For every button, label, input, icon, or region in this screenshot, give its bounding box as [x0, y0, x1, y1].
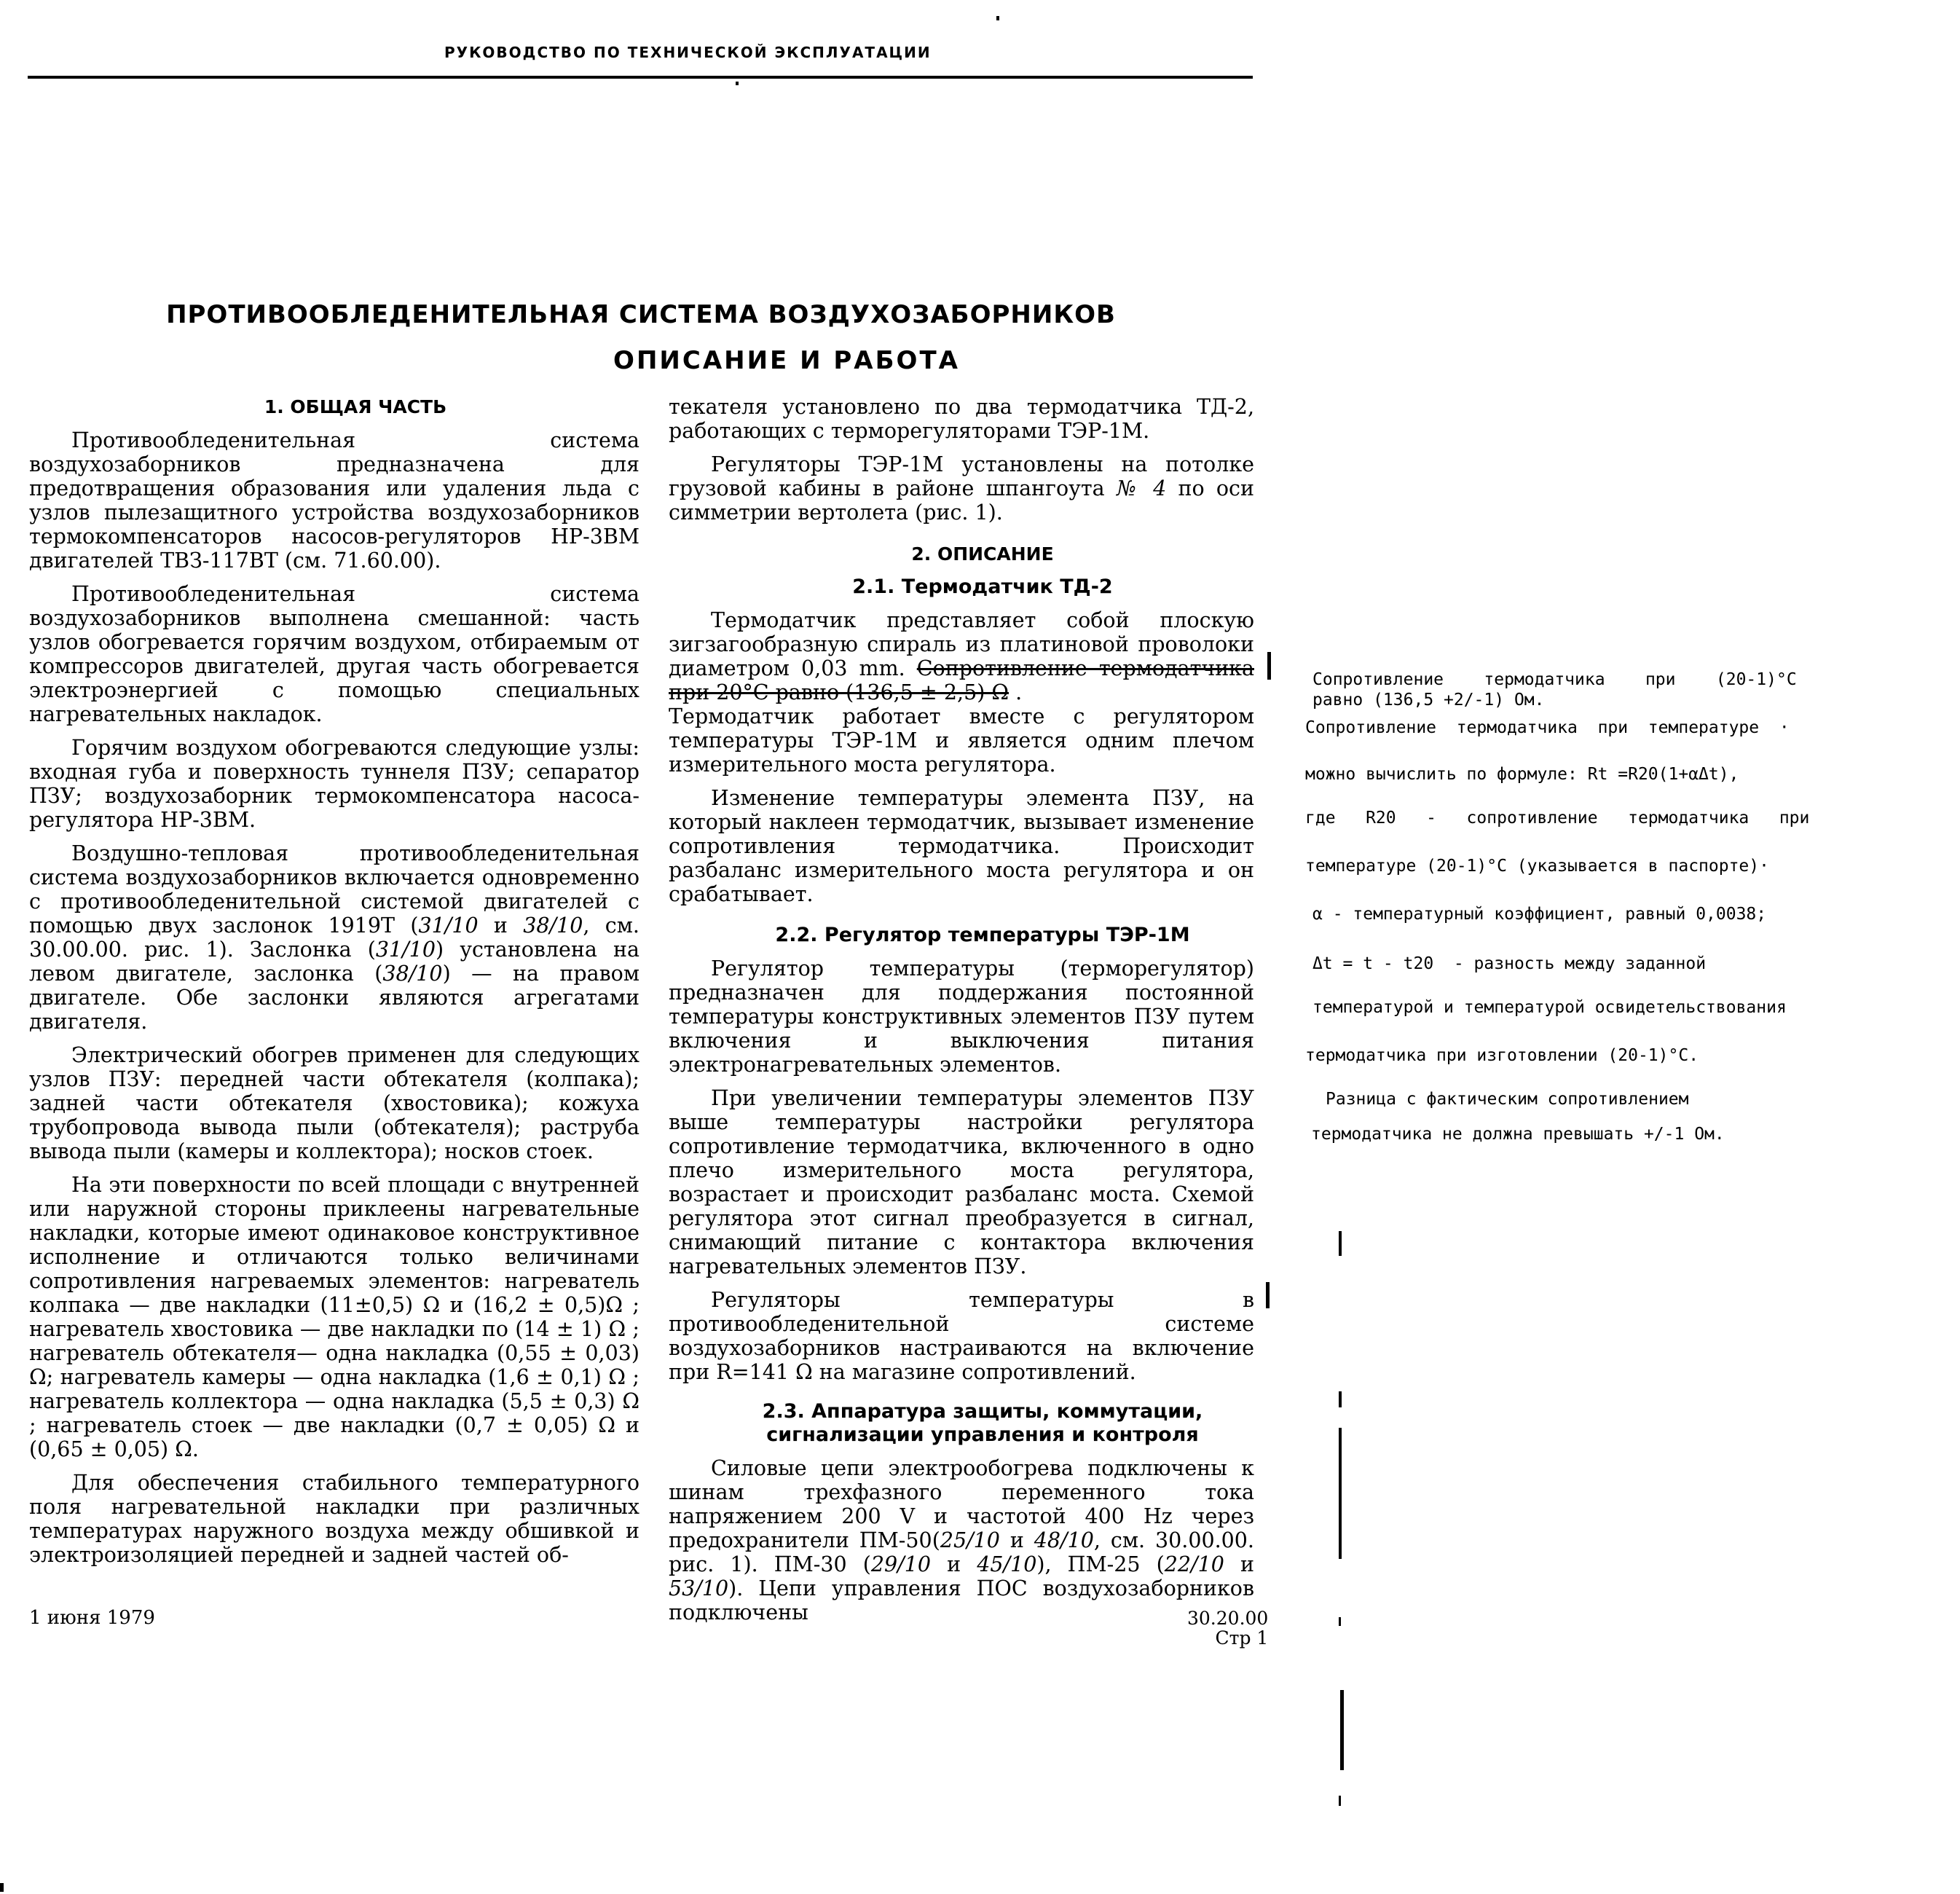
typed-line: термодатчика не должна превышать +/-1 Ом.: [1311, 1125, 1725, 1144]
scan-speck: [736, 82, 739, 85]
revision-date: 1 июня 1979: [29, 1607, 155, 1629]
typed-line: Δt = t - t20 - разность между заданной: [1312, 954, 1707, 973]
typed-line: температуре (20-1)°С (указывается в паспорте)·: [1305, 857, 1769, 876]
typed-line: Сопротивление термодатчика при температуре ·: [1305, 718, 1790, 737]
paragraph-composition: Противообледенительная система воздухозаборников выполнена смешанной: часть узлов обогревается горячим воздухом, отбираемым от компрессоров двигателей, другая часть обогревается электроэнергией с помощью специальных нагревательных накладок.: [29, 582, 639, 726]
struck-resistance-text: Сопротивление термодатчика при 20°С равно (136,5 ± 2,5) Ω: [669, 656, 1254, 704]
paragraph-purpose: Противообледенительная система воздухозаборников предназначена для предотвращения образования или удаления льда с узлов пылезащитного устройства воздухозаборников термокомпенсаторов насосов-регуляторов НР-3ВМ двигателей ТВЗ-117ВТ (см. 71.60.00).: [29, 428, 639, 573]
paragraph-hot-air: Горячим воздухом обогреваются следующие узлы: входная губа и поверхность туннеля ПЗУ; сепаратор ПЗУ; воздухозаборник термокомпенсатора насоса-регулятора НР-3ВМ.: [29, 736, 639, 832]
typed-line: где R20 - сопротивление термодатчика при: [1305, 809, 1810, 828]
subsection-heading-protection-2: сигнализации управления и контроля: [766, 1423, 1199, 1446]
paragraph-td2-operation: Термодатчик работает вместе с регулятором температуры ТЭР-1М и является одним плечом измерительного моста регулятора.: [669, 704, 1254, 777]
paragraph-heater-pads: На эти поверхности по всей площади с внутренней или наружной стороны приклеены нагревательные накладки, которые имеют одинаковое конструктивное исполнение и отличаются только величинами сопротивления нагреваемых элементов: нагреватель колпака — две накладки (11±0,5) Ω и (16,2 ± 0,5)Ω ; нагреватель хвостовика — две накладки по (14 ± 1) Ω ; нагреватель обтекателя— одна накладка (0,55 ± 0,03) Ω; нагреватель камеры — одна накладка (1,6 ± 0,1) Ω ; нагреватель коллектора — одна накладка (5,5 ± 0,3) Ω ; нагреватель стоек — две накладки (0,7 ± 0,05) Ω и (0,65 ± 0,05) Ω.: [29, 1173, 639, 1461]
scan-speck: [0, 1883, 4, 1892]
scan-speck: [996, 16, 999, 20]
paragraph-air-thermal: Воздушно-тепловая противообледенительная система воздухозаборников включается одновременно с противообледенительной системой двигателей с помощью двух заслонок 1919Т (31/10 и 38/10, см. 30.00.00. рис. 1). Заслонка (31/10) установлена на левом двигателе, заслонка (38/10) — на правом двигателе. Обе заслонки являются агрегатами двигателя.: [29, 841, 639, 1034]
document-subtitle: ОПИСАНИЕ И РАБОТА: [613, 346, 960, 375]
paragraph-continuation: текателя установлено по два термодатчика ТД-2, работающих с терморегуляторами ТЭР-1М.: [669, 395, 1254, 443]
typed-line: температурой и температурой освидетельствования: [1312, 998, 1787, 1017]
paragraph-regulator-purpose: Регулятор температуры (терморегулятор) предназначен для поддержания постоянной температуры конструктивных элементов ПЗУ путем включения и выключения питания электронагревательных элементов.: [669, 956, 1254, 1077]
change-bar: [1339, 1391, 1342, 1407]
subsection-heading-ter1m: 2.2. Регулятор температуры ТЭР-1М: [775, 924, 1190, 946]
change-bar: [1266, 1282, 1270, 1308]
typed-line: α - температурный коэффициент, равный 0,0038;: [1312, 905, 1767, 924]
paragraph-temperature-field: Для обеспечения стабильного температурного поля нагревательной накладки при различных температурах наружного воздуха между обшивкой и электроизоляцией передней и задней частей об-: [29, 1471, 639, 1567]
paragraph-regulator-operation: При увеличении температуры элементов ПЗУ выше температуры настройки регулятора сопротивление термодатчика, включенного в одно плечо измерительного моста регулятора, возрастает и происходит разбаланс моста. Схемой регулятора этот сигнал преобразуется в сигнал, снимающий питание с контактора включения нагревательных элементов ПЗУ.: [669, 1086, 1254, 1278]
middle-column: [669, 395, 1254, 1634]
typed-line: равно (136,5 +2/-1) Ом.: [1312, 691, 1545, 710]
typed-line: Разница с фактическим сопротивлением: [1326, 1090, 1689, 1109]
header-rule: [28, 76, 1253, 79]
section-heading-description: 2. ОПИСАНИЕ: [911, 543, 1054, 565]
document-title: ПРОТИВООБЛЕДЕНИТЕЛЬНАЯ СИСТЕМА ВОЗДУХОЗАБОРНИКОВ: [166, 300, 1116, 329]
paragraph-td2-change: Изменение температуры элемента ПЗУ, на который наклеен термодатчик, вызывает изменение сопротивления термодатчика. Происходит разбаланс измерительного моста регулятора и он срабатывает.: [669, 786, 1254, 906]
paragraph-regulators-location: Регуляторы ТЭР-1М установлены на потолке грузовой кабины в районе шпангоута № 4 по оси симметрии вертолета (рис. 1).: [669, 452, 1254, 524]
change-bar: [1339, 1428, 1342, 1559]
section-heading-general: 1. ОБЩАЯ ЧАСТЬ: [264, 396, 447, 417]
subsection-heading-td2: 2.1. Термодатчик ТД-2: [852, 575, 1113, 598]
page-number: Стр 1: [1215, 1627, 1269, 1649]
change-bar: [1339, 1617, 1341, 1626]
change-bar: [1267, 652, 1271, 680]
change-bar: [1339, 1231, 1342, 1256]
running-header: РУКОВОДСТВО ПО ТЕХНИЧЕСКОЙ ЭКСПЛУАТАЦИИ: [444, 44, 932, 61]
paragraph-td2-description: Термодатчик представляет собой плоскую зигзагообразную спираль из платиновой проволоки диаметром 0,03 mm. Сопротивление термодатчика при 20°С равно (136,5 ± 2,5) Ω .: [669, 608, 1254, 704]
paragraph-power-circuits: Силовые цепи электрообогрева подключены к шинам трехфазного переменного тока напряжением 200 V и частотой 400 Hz через предохранители ПМ-50(25/10 и 48/10, см. 30.00.00. рис. 1). ПМ-30 (29/10 и 45/10), ПМ-25 (22/10 и 53/10). Цепи управления ПОС воздухозаборников подключены: [669, 1456, 1254, 1624]
paragraph-electric-heating: Электрический обогрев применен для следующих узлов ПЗУ: передней части обтекателя (колпака); задней части обтекателя (хвостовика); кожуха трубопровода вывода пыли (обтекателя); раструба вывода пыли (камеры и коллектора); носков стоек.: [29, 1043, 639, 1163]
change-bar: [1340, 1690, 1344, 1770]
page-footer-code: [1187, 1608, 1268, 1648]
left-column: [29, 395, 639, 1576]
chapter-code: 30.20.00: [1187, 1608, 1269, 1629]
subsection-heading-protection-1: 2.3. Аппаратура защиты, коммутации,: [762, 1400, 1203, 1423]
typed-line: Сопротивление термодатчика при (20-1)°С: [1312, 670, 1797, 689]
paragraph-regulator-setting: Регуляторы температуры в противообледенительной системе воздухозаборников настраиваются на включение при R=141 Ω на магазине сопротивлений.: [669, 1288, 1254, 1384]
typed-line: термодатчика при изготовлении (20-1)°С.: [1305, 1046, 1699, 1065]
typed-line: можно вычислить по формуле: Rt =R20(1+αΔt),: [1305, 765, 1739, 784]
change-bar: [1339, 1796, 1341, 1806]
